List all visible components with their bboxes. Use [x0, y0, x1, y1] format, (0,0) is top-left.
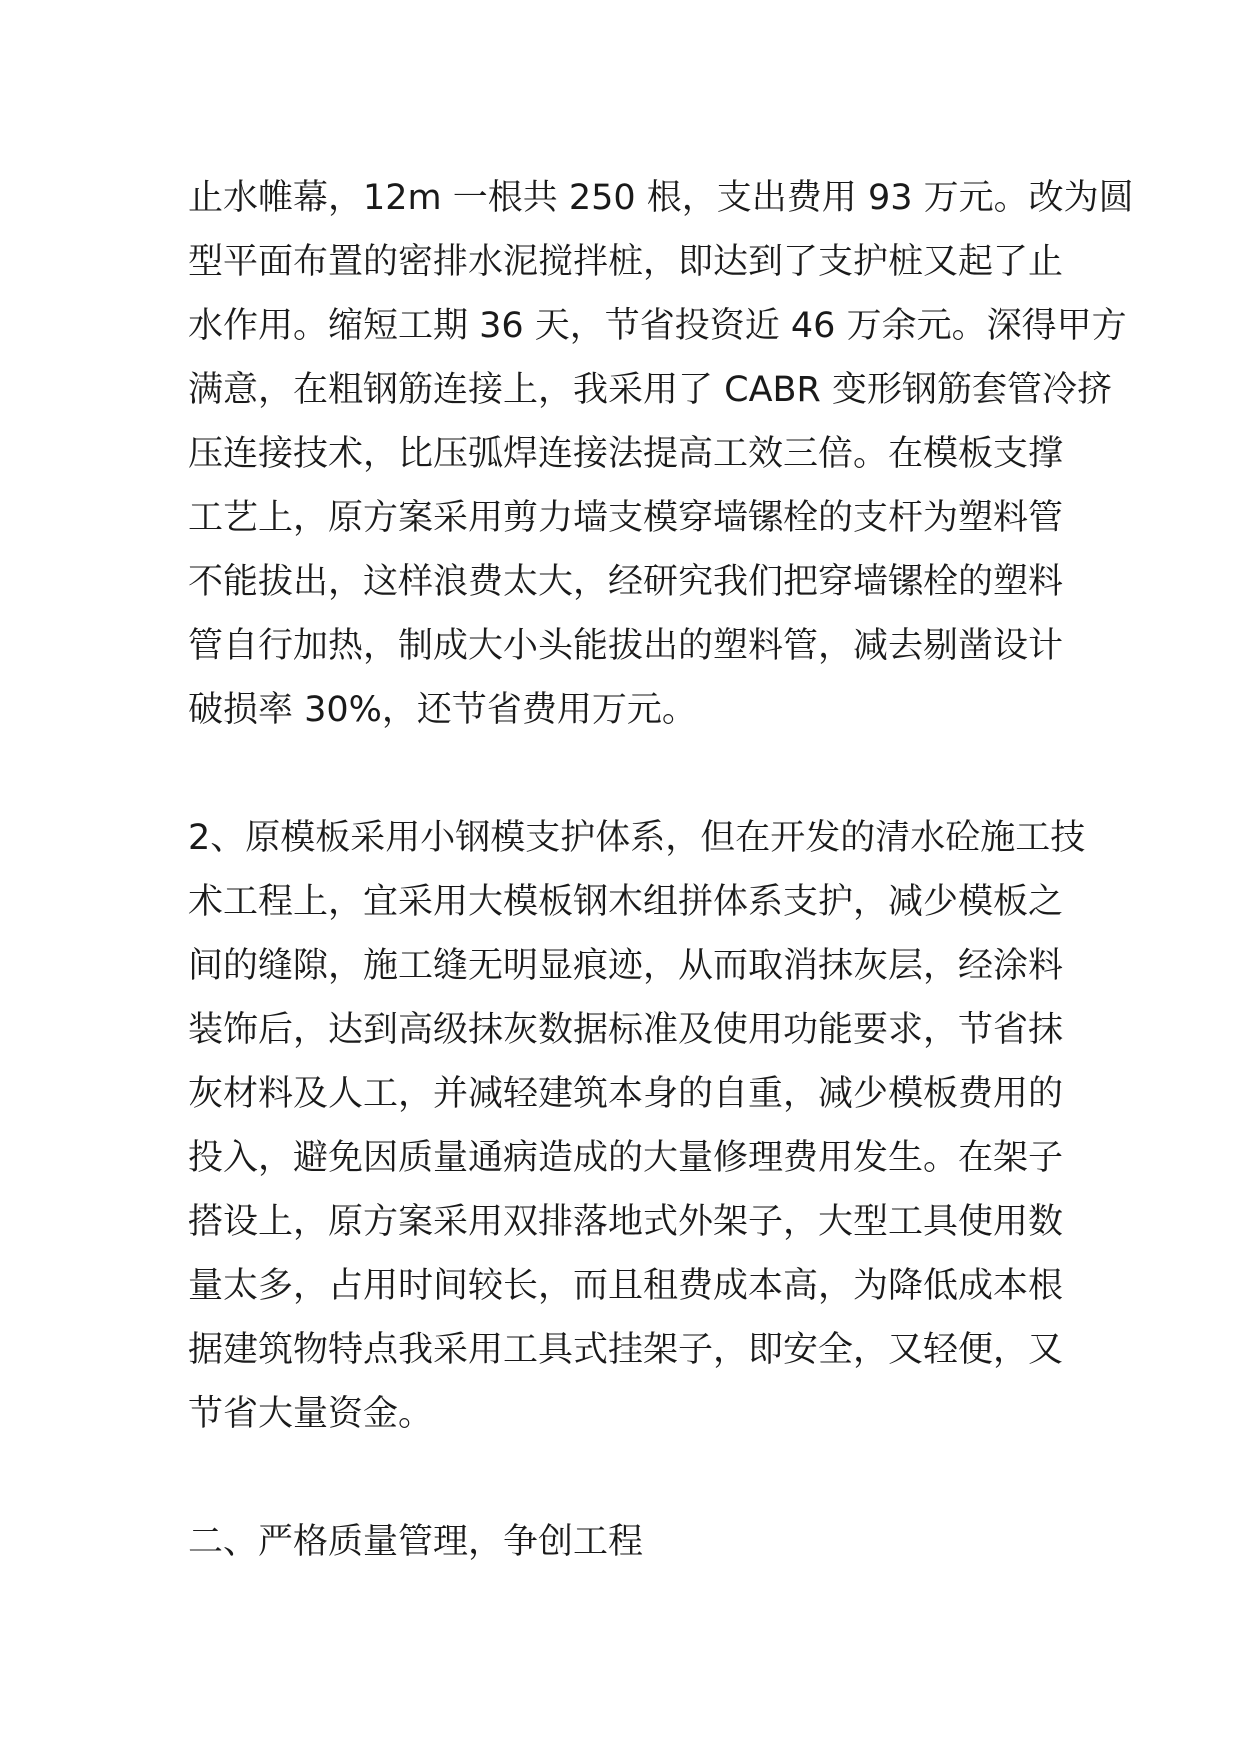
paragraph-line: 灰材料及人工，并减轻建筑本身的自重，减少模板费用的 [188, 1074, 1064, 1114]
paragraph-line: 装饰后，达到高级抹灰数据标准及使用功能要求，节省抹 [188, 1010, 1064, 1050]
paragraph-line: 满意，在粗钢筋连接上，我采用了 CABR 变形钢筋套管冷挤 [188, 370, 1112, 410]
paragraph-line: 不能拔出，这样浪费太大，经研究我们把穿墙镙栓的塑料 [188, 562, 1064, 602]
paragraph-line: 间的缝隙，施工缝无明显痕迹，从而取消抹灰层，经涂料 [188, 946, 1064, 986]
paragraph-line: 术工程上，宜采用大模板钢木组拼体系支护，减少模板之 [188, 882, 1064, 922]
paragraph-line: 量太多，占用时间较长，而且租费成本高，为降低成本根 [188, 1266, 1064, 1306]
paragraph-line: 据建筑物特点我采用工具式挂架子，即安全，又轻便，又 [188, 1330, 1064, 1370]
section-heading: 二、严格质量管理，争创工程 [188, 1522, 644, 1562]
paragraph-line: 投入，避免因质量通病造成的大量修理费用发生。在架子 [188, 1138, 1064, 1178]
paragraph-line: 2、原模板采用小钢模支护体系，但在开发的清水砼施工技 [188, 818, 1086, 858]
paragraph-line: 型平面布置的密排水泥搅拌桩，即达到了支护桩又起了止 [188, 242, 1064, 282]
paragraph-line: 水作用。缩短工期 36 天，节省投资近 46 万余元。深得甲方 [188, 306, 1127, 346]
paragraph-line: 破损率 30%，还节省费用万元。 [188, 690, 697, 730]
paragraph-line: 止水帷幕，12m 一根共 250 根，支出费用 93 万元。改为圆 [188, 178, 1134, 218]
paragraph-line: 压连接技术，比压弧焊连接法提高工效三倍。在模板支撑 [188, 434, 1064, 474]
paragraph-line: 搭设上，原方案采用双排落地式外架子，大型工具使用数 [188, 1202, 1064, 1242]
paragraph-line: 节省大量资金。 [188, 1394, 434, 1434]
paragraph-line: 管自行加热，制成大小头能拔出的塑料管，减去剔凿设计 [188, 626, 1064, 666]
paragraph-line: 工艺上，原方案采用剪力墙支模穿墙镙栓的支杆为塑料管 [188, 498, 1064, 538]
